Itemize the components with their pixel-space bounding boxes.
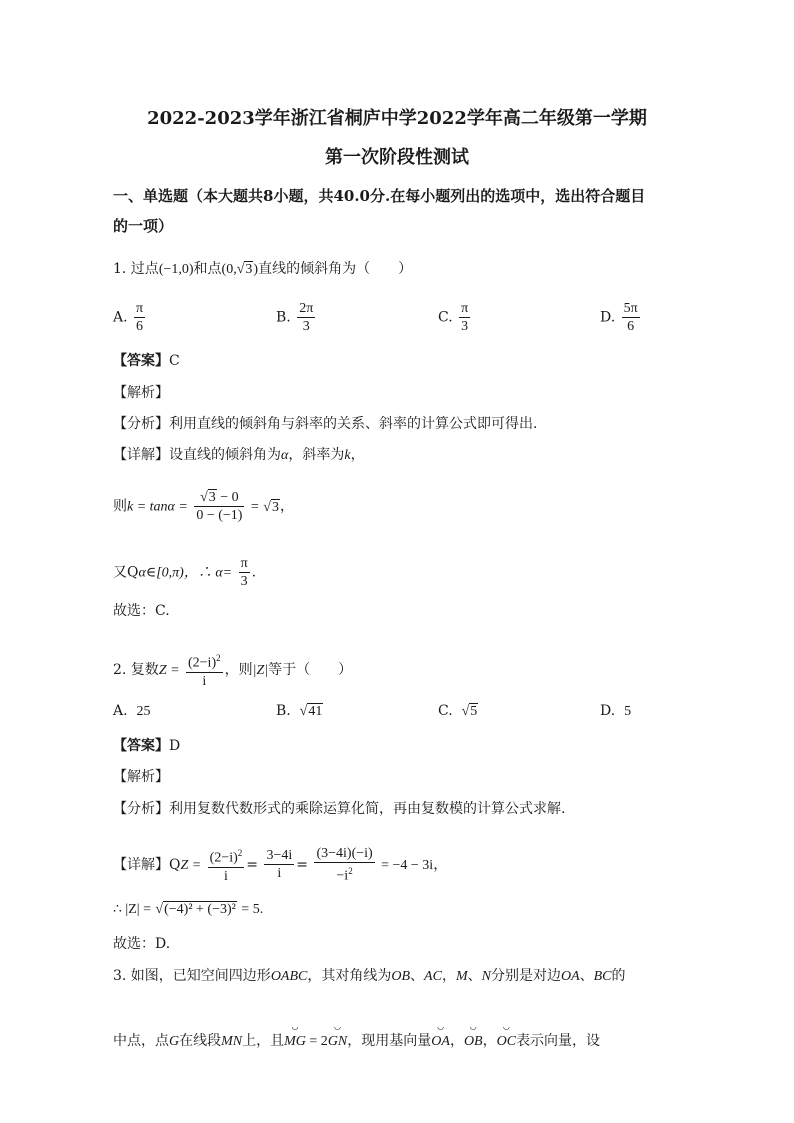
q2-modulus: ∴ |Z| = √(−4)² + (−3)² = 5. [113, 902, 264, 917]
q1-option-c: C. $\frac{\pi}{3}$ [438, 301, 469, 334]
question-3-line-2: 中点，点G在线段MN上，且◡ MG = 2◡ GN，现用基向量◡ OA，◡ OB，◡ OC表示向量，设 [113, 1031, 600, 1052]
q1-answer: 【答案】C [113, 353, 180, 369]
page-subtitle: 第一次阶段性测试 [325, 147, 469, 168]
question-1-stem [113, 259, 412, 280]
q2-option-b: B. √41 [276, 703, 323, 719]
q2-analysis-tag: 【解析】 [113, 769, 169, 785]
q2-detail: 【详解】QZ = $\frac{(2-i)^2}{i}$ = $\frac{3-4i}{i}$ = $\frac{(3-4i)(-i)}{-i^2}$ = −4 − 3i， [113, 846, 448, 884]
q2-answer: 【答案】D [113, 738, 181, 754]
q1-conclusion: 故选：C. [113, 603, 170, 619]
section-heading: 一、单选题（本大题共8小题，共40.0分.在每小题列出的选项中，选出符合题目 [113, 187, 646, 205]
q2-option-c: C. √5 [438, 703, 478, 719]
q1-point-a: (−1,0) [158, 262, 194, 277]
q1-analysis-tag: 【解析】 [113, 385, 169, 401]
section-heading-cont: 的一项） [113, 217, 174, 235]
page-title: 2022-2023学年浙江省桐庐中学2022学年高二年级第一学期 [147, 108, 647, 129]
q1-tail: 直线的倾斜角为（ ） [258, 261, 413, 277]
q1-equation: 则k = tanα = $\frac{√3 - 0}{0 - (-1)}$ = √3， [113, 490, 294, 523]
q1-fenxi: 【分析】利用直线的倾斜角与斜率的关系、斜率的计算公式即可得出. [113, 416, 538, 432]
question-2-stem: 2. 复数Z = $\frac{(2-i)^2}{i}$ ，则|Z|等于（ ） [113, 650, 352, 690]
q1-interval-line: 又Qα∈[0,π)，∴ α= $\frac{\pi}{3}$ . [113, 556, 257, 589]
q2-fenxi: 【分析】利用复数代数形式的乘除运算化简，再由复数模的计算公式求解. [113, 801, 566, 817]
q1-option-d: D. $\frac{5\pi}{6}$ [600, 301, 638, 334]
q1-and: 和点 [193, 261, 222, 277]
q1-option-b: B. $\frac{2\pi}{3}$ [276, 301, 314, 334]
q2-option-a: A. 25 [113, 703, 151, 719]
q1-number: 1. 过点 [113, 261, 159, 277]
question-3-line-1: 3. 如图，已知空间四边形OABC，其对角线为OB、AC，M、N分别是对边OA、BC的 [113, 968, 626, 984]
q2-conclusion: 故选：D. [113, 936, 171, 952]
q1-option-a: A. $\frac{\pi}{6}$ [113, 301, 144, 334]
q2-option-d: D. 5 [600, 703, 632, 719]
q1-point-b: (0,√3) [221, 262, 259, 277]
q1-detail: 【详解】设直线的倾斜角为α，斜率为k， [113, 447, 365, 463]
